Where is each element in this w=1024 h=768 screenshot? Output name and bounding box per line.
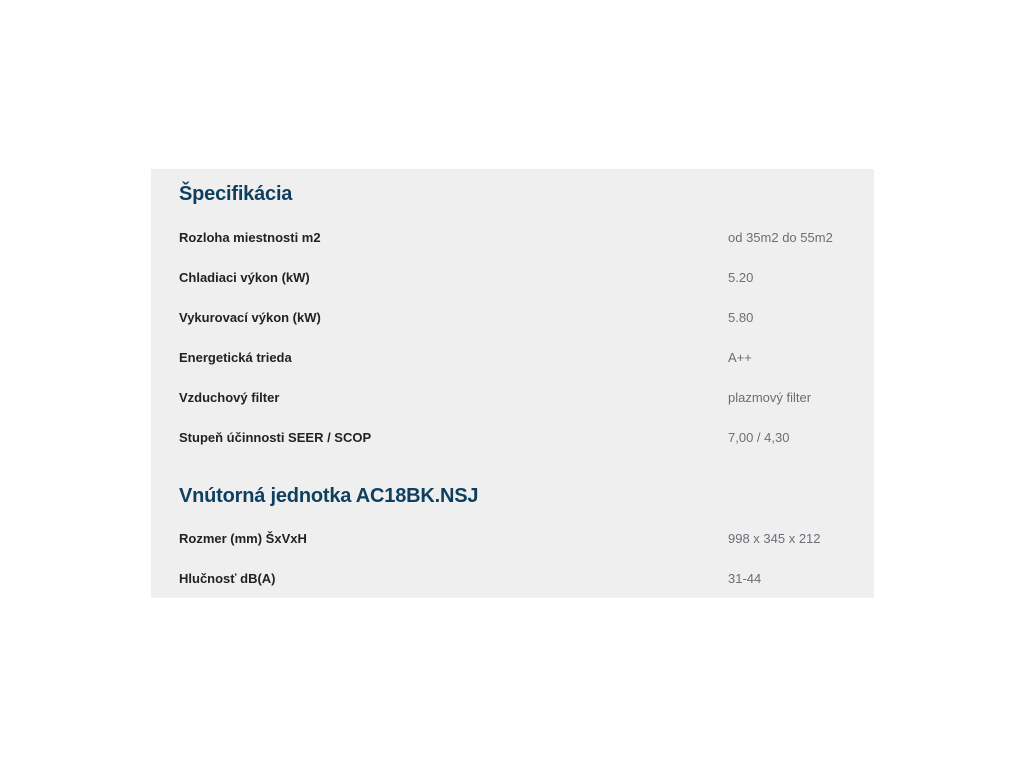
spec-row-cooling-power — [179, 268, 859, 288]
spec-value: 998 x 345 x 212 — [728, 531, 821, 546]
spec-row-efficiency — [179, 428, 859, 448]
spec-value: A++ — [728, 350, 752, 365]
spec-value: 7,00 / 4,30 — [728, 430, 790, 445]
spec-label: Hlučnosť dB(A) — [179, 571, 276, 586]
spec-row-dimensions — [179, 529, 859, 549]
spec-label: Energetická trieda — [179, 350, 292, 365]
spec-value: 5.20 — [728, 270, 754, 285]
spec-value: 31-44 — [728, 571, 762, 586]
spec-label: Chladiaci výkon (kW) — [179, 270, 310, 285]
spec-value: plazmový filter — [728, 390, 812, 405]
specification-panel — [151, 169, 874, 598]
section-title-specification: Špecifikácia — [179, 183, 293, 205]
spec-label: Rozmer (mm) ŠxVxH — [179, 531, 307, 546]
spec-label: Vzduchový filter — [179, 390, 280, 405]
spec-label: Vykurovací výkon (kW) — [179, 310, 321, 325]
section-title-indoor-unit: Vnútorná jednotka AC18BK.NSJ — [179, 485, 479, 507]
spec-label: Stupeň účinnosti SEER / SCOP — [179, 430, 372, 445]
spec-row-heating-power — [179, 308, 859, 328]
spec-value: 5.80 — [728, 310, 754, 325]
spec-row-room-area — [179, 228, 859, 248]
spec-row-air-filter — [179, 388, 859, 408]
spec-value: od 35m2 do 55m2 — [728, 230, 833, 245]
spec-label: Rozloha miestnosti m2 — [179, 230, 321, 245]
spec-row-noise — [179, 569, 859, 589]
spec-row-energy-class — [179, 348, 859, 368]
